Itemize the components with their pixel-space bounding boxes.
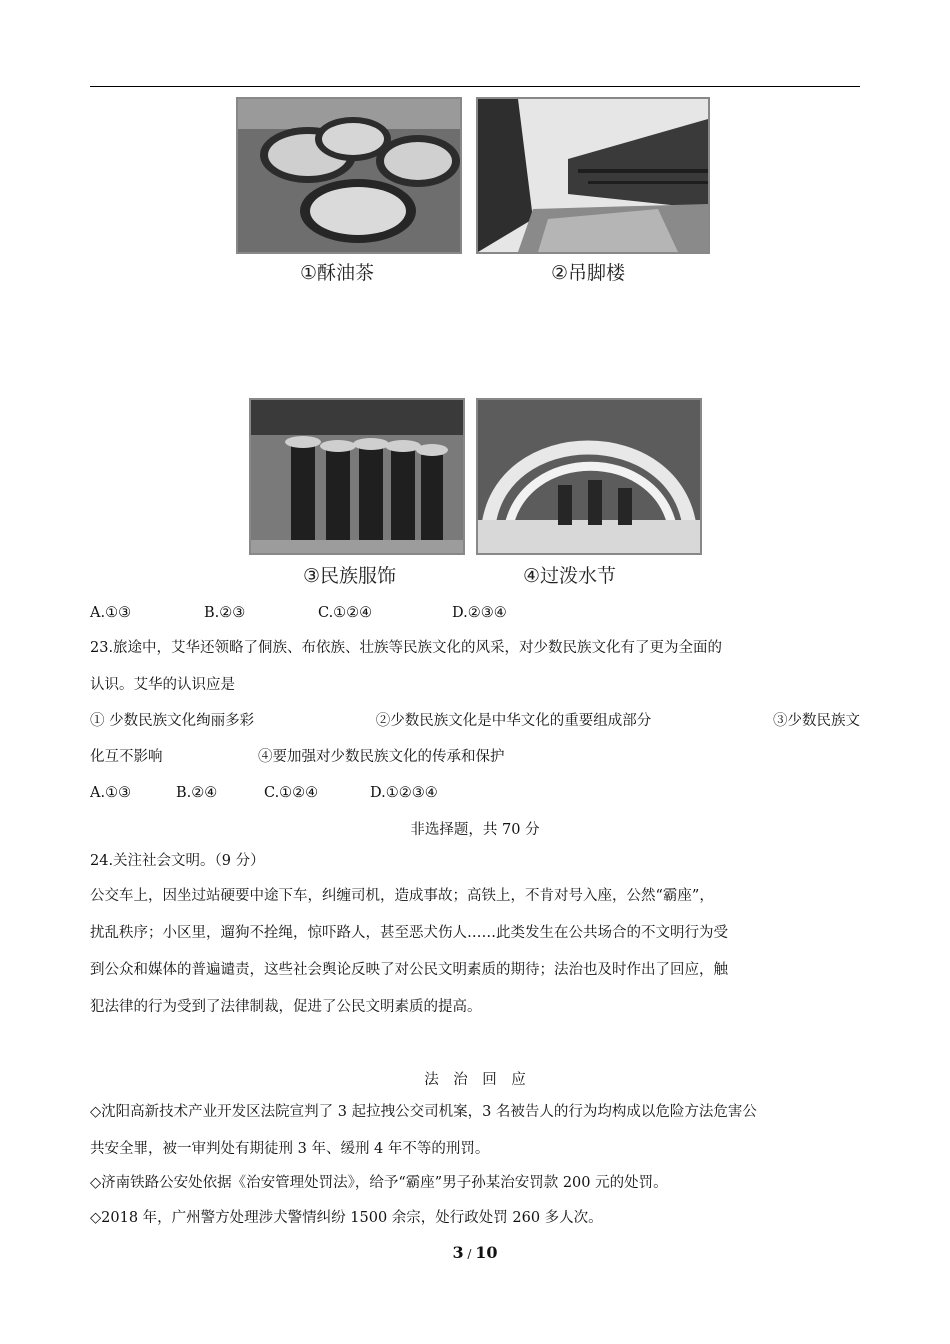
legal-response-item1-line2: 共安全罪，被一审判处有期徒刑 3 年、缓刑 4 年不等的刑罚。 <box>90 1141 490 1157</box>
water-festival-caption: ④过泼水节 <box>523 565 617 587</box>
q22-option-b[interactable]: B.②③ <box>204 605 246 621</box>
q23-items-line1 <box>90 712 860 730</box>
q23-item-3-end: 化互不影响 <box>90 749 163 765</box>
butter-tea-photo <box>236 97 462 254</box>
water-festival-photo <box>476 398 702 555</box>
q22-option-c[interactable]: C.①②④ <box>318 605 373 621</box>
header-rule <box>90 86 860 87</box>
q23-item-3-start: ③少数民族文 <box>772 713 860 729</box>
page-separator: / <box>463 1247 476 1261</box>
q24-para-line1: 公交车上，因坐过站硬要中途下车，纠缠司机，造成事故；高铁上，不肯对号入座，公然“霸座”， <box>90 888 714 904</box>
q23-items-line2 <box>90 748 505 766</box>
q23-option-d[interactable]: D.①②③④ <box>370 785 438 801</box>
q23-item-4: ④要加强对少数民族文化的传承和保护 <box>258 749 505 765</box>
q24-para-line4: 犯法律的行为受到了法律制裁，促进了公民文明素质的提高。 <box>90 999 482 1015</box>
q24-title: 24.关注社会文明。（9 分） <box>90 853 265 869</box>
legal-response-item2: ◇济南铁路公安处依据《治安管理处罚法》，给予“霸座”男子孙某治安罚款 200 元的处罚。 <box>90 1175 668 1191</box>
q24-para-line2: 扰乱秩序；小区里，遛狗不拴绳，惊吓路人，甚至恶犬伤人……此类发生在公共场合的不文明行为受 <box>90 925 728 941</box>
butter-tea-caption: ①酥油茶 <box>300 262 375 284</box>
legal-response-title: 法 治 回 应 <box>424 1072 526 1088</box>
q23-option-a[interactable]: A.①③ <box>90 785 132 801</box>
total-pages: 10 <box>475 1243 498 1262</box>
q22-option-a[interactable]: A.①③ <box>90 605 132 621</box>
ethnic-costume-photo <box>249 398 465 555</box>
section-heading: 非选择题，共 70 分 <box>410 822 540 838</box>
q23-option-c[interactable]: C.①②④ <box>264 785 319 801</box>
q23-options <box>90 784 438 802</box>
stilt-house-photo <box>476 97 710 254</box>
q22-option-d[interactable]: D.②③④ <box>452 605 507 621</box>
current-page: 3 <box>452 1243 464 1262</box>
stilt-house-caption: ②吊脚楼 <box>551 262 626 284</box>
q24-para-line3: 到公众和媒体的普遍谴责，这些社会舆论反映了对公民文明素质的期待；法治也及时作出了回应，触 <box>90 962 728 978</box>
q23-item-2: ②少数民族文化是中华文化的重要组成部分 <box>375 713 652 729</box>
legal-response-item3: ◇2018 年，广州警方处理涉犬警情纠纷 1500 余宗，处行政处罚 260 多人次。 <box>90 1210 603 1226</box>
q23-item-1: ① 少数民族文化绚丽多彩 <box>90 713 255 729</box>
q23-stem-line2: 认识。艾华的认识应是 <box>90 677 235 693</box>
legal-response-item1-line1: ◇沈阳高新技术产业开发区法院宣判了 3 起拉拽公交司机案，3 名被告人的行为均构成以危险方法危害公 <box>90 1104 757 1120</box>
ethnic-costume-caption: ③民族服饰 <box>303 565 397 587</box>
q22-options <box>90 604 507 622</box>
q23-option-b[interactable]: B.②④ <box>176 785 218 801</box>
q23-stem-line1: 23.旅途中，艾华还领略了侗族、布依族、壮族等民族文化的风采，对少数民族文化有了更为全面的 <box>90 640 723 656</box>
page-number <box>0 1243 950 1262</box>
